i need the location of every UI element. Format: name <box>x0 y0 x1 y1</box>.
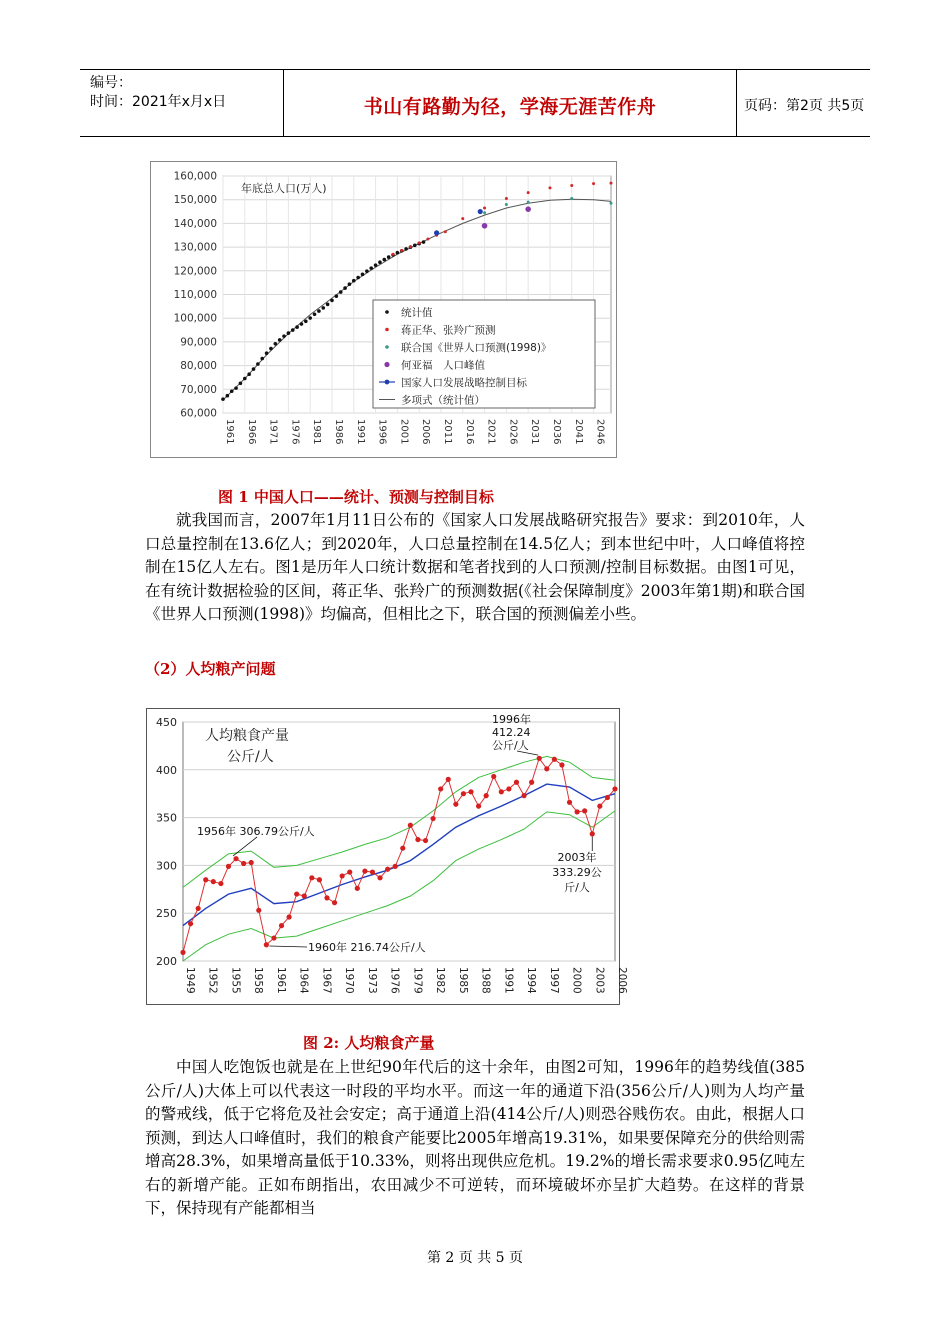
data-point-actual <box>431 816 436 821</box>
data-point-actual <box>279 923 284 928</box>
data-point-jiang-forecast <box>444 230 447 233</box>
y-tick-label: 80,000 <box>180 360 217 373</box>
data-point-actual <box>324 895 329 900</box>
data-point-jiang-forecast <box>505 197 508 200</box>
data-point-statistics <box>291 328 295 332</box>
x-tick-label: 1982 <box>434 967 447 994</box>
x-tick-label: 1958 <box>252 967 265 994</box>
y-tick-label: 110,000 <box>173 289 217 301</box>
data-point-statistics <box>278 338 282 342</box>
x-tick-label: 2031 <box>529 419 541 445</box>
data-point-un-forecast <box>483 211 486 214</box>
data-point-statistics <box>234 386 238 390</box>
legend-label: 联合国《世界人口预测(1998)》 <box>401 342 552 354</box>
data-point-actual <box>249 860 254 865</box>
population-chart-svg <box>151 162 616 457</box>
data-point-statistics <box>308 316 312 320</box>
x-tick-label: 2026 <box>507 419 519 445</box>
data-point-actual <box>423 838 428 843</box>
data-point-actual <box>233 856 238 861</box>
paragraph-2: 中国人吃饱饭也就是在上世纪90年代后的这十余年，由图2可知，1996年的趋势线值(385公斤/人)大体上可以代表这一时段的平均水平。而这一年的通道下沿(356公斤/人)则为人均产量的警戒线，低于它将危及社会安定；高于通道上沿(414公斤/人)则恐谷贱伤农。由此，根据人口预测，到达人口峰值时，我们的粮食产能要比2005年增高19.31%，如果要保障充分的供给则需增高28.3%，如果增高量低于10.33%，则将出现供应危机。19.2%的增长需求要求0.95亿吨左右的新增产能。正如布朗指出，农田减少不可逆转，而环境破坏亦呈扩大趋势。在这样的背景下，保持现有产能都相当 <box>145 1058 805 1217</box>
annotation-1956: 1956年 306.79公斤/人 <box>197 825 315 838</box>
x-tick-label: 1986 <box>332 419 344 445</box>
data-point-statistics <box>326 303 330 307</box>
chart-title: 人均粮食产量 <box>205 728 289 744</box>
y-tick-label: 160,000 <box>173 170 217 183</box>
annotation-1996-line: 412.24 <box>492 726 531 739</box>
data-point-actual <box>484 793 489 798</box>
x-tick-label: 1961 <box>274 967 287 994</box>
data-point-actual <box>370 869 375 874</box>
x-tick-label: 1994 <box>525 967 538 994</box>
data-point-actual <box>582 808 587 813</box>
data-point-statistics <box>348 282 352 286</box>
data-point-statistics <box>282 334 286 338</box>
data-point-statistics <box>422 240 426 244</box>
data-point-jiang-forecast <box>570 184 573 187</box>
data-point-statistics <box>361 273 365 277</box>
data-point-statistics <box>317 309 321 313</box>
data-point-statistics <box>274 342 278 346</box>
header-left-cell <box>80 70 283 136</box>
data-point-actual <box>552 757 557 762</box>
legend-label: 何亚福 人口峰值 <box>401 359 485 372</box>
x-tick-label: 1976 <box>388 967 401 994</box>
data-point-actual <box>393 864 398 869</box>
data-point-jiang-forecast <box>400 249 403 252</box>
data-point-actual <box>453 802 458 807</box>
data-point-actual <box>180 950 185 955</box>
x-tick-label: 2006 <box>616 967 628 994</box>
data-point-actual <box>415 837 420 842</box>
legend-label: 蒋正华、张羚广预测 <box>401 324 496 337</box>
date-label: 时间：2021年x月x日 <box>90 94 227 110</box>
chart-subtitle: 公斤/人 <box>227 749 274 765</box>
page-footer: 第 2 页 共 5 页 <box>426 1250 524 1266</box>
data-point-statistics <box>300 322 304 326</box>
header-middle-cell <box>283 70 737 136</box>
x-tick-label: 2041 <box>572 419 584 445</box>
chart-title: 年底总人口(万人) <box>241 182 327 195</box>
data-point-actual <box>256 908 261 913</box>
data-point-statistics <box>226 394 230 398</box>
data-point-statistics <box>396 251 400 255</box>
x-tick-label: 2016 <box>463 419 475 445</box>
data-point-actual <box>529 780 534 785</box>
x-tick-label: 1991 <box>354 419 366 445</box>
data-point-actual <box>385 867 390 872</box>
data-point-statistics <box>287 331 291 335</box>
x-tick-label: 1976 <box>289 419 301 445</box>
data-point-statistics <box>339 290 343 294</box>
data-point-statistics <box>369 266 373 270</box>
data-point-statistics <box>378 260 382 264</box>
data-point-actual <box>567 800 572 805</box>
data-point-actual <box>226 864 231 869</box>
header-right-cell <box>736 70 870 136</box>
data-point-statistics <box>404 247 408 251</box>
x-tick-label: 1985 <box>456 967 469 994</box>
data-point-actual <box>218 881 223 886</box>
data-point-jiang-forecast <box>418 241 421 244</box>
data-point-actual <box>347 869 352 874</box>
annotation-2003-line: 2003年 <box>557 851 597 864</box>
data-point-statistics <box>230 389 234 393</box>
y-tick-label: 350 <box>156 811 177 825</box>
data-point-actual <box>612 786 617 791</box>
y-tick-label: 250 <box>156 907 177 921</box>
data-point-statistics <box>383 258 387 262</box>
data-point-actual <box>309 875 314 880</box>
x-tick-label: 1955 <box>229 967 242 994</box>
data-point-statistics <box>387 255 391 259</box>
data-point-actual <box>499 789 504 794</box>
header-motto: 书山有路勤为径，学海无涯苦作舟 <box>363 96 657 118</box>
data-point-actual <box>203 877 208 882</box>
data-point-statistics <box>343 286 347 290</box>
data-point-target <box>434 230 439 235</box>
data-point-actual <box>446 777 451 782</box>
y-tick-label: 300 <box>156 859 177 873</box>
data-point-actual <box>211 879 216 884</box>
data-point-statistics <box>265 351 269 355</box>
x-tick-label: 1952 <box>206 967 219 994</box>
x-tick-label: 1979 <box>411 967 424 994</box>
data-point-actual <box>461 791 466 796</box>
figure-2-caption: 图 2: 人均粮食产量 <box>303 1034 435 1052</box>
y-tick-label: 450 <box>156 716 177 729</box>
data-point-actual <box>264 942 269 947</box>
x-tick-label: 2000 <box>570 967 583 994</box>
data-point-target <box>478 209 483 214</box>
legend-label: 多项式（统计值） <box>401 394 485 407</box>
y-tick-label: 90,000 <box>180 336 217 349</box>
legend-marker <box>384 362 389 367</box>
data-point-actual <box>590 831 595 836</box>
data-point-jiang-forecast <box>592 182 595 185</box>
data-point-peak <box>525 206 531 212</box>
data-point-actual <box>537 756 542 761</box>
x-tick-label: 2036 <box>550 419 562 445</box>
annotation-2003-line: 333.29公 <box>552 866 602 879</box>
annotation-1960: 1960年 216.74公斤/人 <box>308 941 426 954</box>
data-point-statistics <box>365 269 369 273</box>
data-point-actual <box>317 877 322 882</box>
data-point-statistics <box>252 367 256 371</box>
data-point-un-forecast <box>527 201 530 204</box>
x-tick-label: 2006 <box>420 419 432 445</box>
data-point-un-forecast <box>610 202 613 205</box>
data-point-actual <box>521 793 526 798</box>
data-point-statistics <box>256 362 260 366</box>
page-header <box>80 69 870 137</box>
data-point-statistics <box>352 279 356 283</box>
data-point-statistics <box>330 299 334 303</box>
legend-label: 国家人口发展战略控制目标 <box>401 377 527 389</box>
data-point-actual <box>400 846 405 851</box>
data-point-statistics <box>374 263 378 267</box>
data-point-statistics <box>260 357 264 361</box>
legend-marker <box>385 345 389 349</box>
x-tick-label: 2011 <box>441 419 453 445</box>
data-point-actual <box>340 873 345 878</box>
legend-marker <box>385 380 390 385</box>
data-point-jiang-forecast <box>409 245 412 248</box>
data-point-statistics <box>243 377 247 381</box>
y-tick-label: 400 <box>156 763 177 777</box>
data-point-actual <box>514 780 519 785</box>
y-tick-label: 70,000 <box>180 383 217 396</box>
x-tick-label: 1971 <box>267 419 279 445</box>
data-point-actual <box>188 921 193 926</box>
data-point-statistics <box>321 306 325 310</box>
x-tick-label: 1967 <box>320 967 333 994</box>
y-tick-label: 150,000 <box>173 194 217 207</box>
data-point-statistics <box>304 319 308 323</box>
figure-2-grain-chart <box>146 708 628 1005</box>
data-point-actual <box>468 789 473 794</box>
data-point-actual <box>294 891 299 896</box>
data-point-actual <box>377 875 382 880</box>
y-tick-label: 100,000 <box>173 312 217 325</box>
data-point-statistics <box>247 372 251 376</box>
data-point-jiang-forecast <box>483 206 486 209</box>
y-tick-label: 60,000 <box>180 407 217 420</box>
x-tick-label: 2046 <box>594 419 606 445</box>
figure-1-population-chart <box>150 161 617 458</box>
data-point-peak <box>482 223 488 229</box>
y-tick-label: 200 <box>156 955 177 968</box>
data-point-un-forecast <box>570 197 573 200</box>
data-point-actual <box>302 893 307 898</box>
x-tick-label: 1997 <box>547 967 560 994</box>
x-tick-label: 1970 <box>343 967 356 994</box>
data-point-statistics <box>335 294 339 298</box>
data-point-actual <box>476 804 481 809</box>
x-tick-label: 1991 <box>502 967 515 994</box>
x-tick-label: 2003 <box>593 967 606 994</box>
data-point-actual <box>506 786 511 791</box>
x-tick-label: 2021 <box>485 419 497 445</box>
data-point-actual <box>271 935 276 940</box>
annotation-1996-line: 公斤/人 <box>492 739 529 752</box>
data-point-jiang-forecast <box>392 253 395 256</box>
data-point-statistics <box>221 397 225 401</box>
data-point-jiang-forecast <box>527 191 530 194</box>
data-point-actual <box>355 886 360 891</box>
x-tick-label: 2001 <box>398 419 410 445</box>
legend-label: 统计值 <box>401 307 433 319</box>
data-point-actual <box>332 900 337 905</box>
x-tick-label: 1966 <box>245 419 257 445</box>
data-point-jiang-forecast <box>461 217 464 220</box>
x-tick-label: 1988 <box>479 967 492 994</box>
x-tick-label: 1964 <box>297 967 310 994</box>
data-point-jiang-forecast <box>548 186 551 189</box>
data-point-actual <box>241 861 246 866</box>
serial-label: 编号： <box>90 75 132 91</box>
data-point-un-forecast <box>505 203 508 206</box>
data-point-statistics <box>313 312 317 316</box>
legend-marker <box>385 328 389 332</box>
data-point-actual <box>408 823 413 828</box>
data-point-actual <box>438 786 443 791</box>
figure-1-caption: 图 1 中国人口——统计、预测与控制目标 <box>218 488 494 506</box>
data-point-actual <box>597 804 602 809</box>
x-tick-label: 1961 <box>224 419 235 445</box>
legend-marker <box>385 310 389 314</box>
x-tick-label: 1996 <box>376 419 388 445</box>
paragraph-1: 就我国而言，2007年1月11日公布的《国家人口发展战略研究报告》要求：到2010年，人口总量控制在13.6亿人；到2020年，人口总量控制在14.5亿人；到本世纪中叶，人口峰值将控制在15亿人左右。图1是历年人口统计数据和笔者找到的人口预测/控制目标数据。由图1可见，在有统计数据检验的区间，蒋正华、张羚广的预测数据(《社会保障制度》2003年第1期)和联合国《世界人口预测(1998)》均偏高，但相比之下，联合国的预测偏差小些。 <box>145 511 805 623</box>
data-point-statistics <box>239 381 243 385</box>
page-number-label: 页码：第2页 共5页 <box>744 98 865 114</box>
y-tick-label: 130,000 <box>173 241 217 254</box>
annotation-1996-line: 1996年 <box>492 713 531 726</box>
data-point-statistics <box>295 325 299 329</box>
y-tick-label: 120,000 <box>173 265 217 278</box>
data-point-jiang-forecast <box>610 182 613 185</box>
grain-chart-svg <box>147 709 628 1004</box>
data-point-actual <box>287 914 292 919</box>
y-tick-label: 140,000 <box>173 217 217 230</box>
data-point-actual <box>491 774 496 779</box>
data-point-actual <box>362 869 367 874</box>
section-heading-grain: （2）人均粮产问题 <box>145 660 276 678</box>
x-tick-label: 1981 <box>311 419 323 445</box>
data-point-jiang-forecast <box>426 238 429 241</box>
data-point-actual <box>559 762 564 767</box>
data-point-actual <box>196 906 201 911</box>
x-tick-label: 1949 <box>184 967 196 994</box>
data-point-statistics <box>413 244 417 248</box>
x-tick-label: 1973 <box>365 967 378 994</box>
data-point-actual <box>575 809 580 814</box>
data-point-statistics <box>269 347 273 351</box>
data-point-actual <box>544 766 549 771</box>
annotation-2003-line: 斤/人 <box>564 881 590 894</box>
data-point-actual <box>605 795 610 800</box>
data-point-statistics <box>356 276 360 280</box>
